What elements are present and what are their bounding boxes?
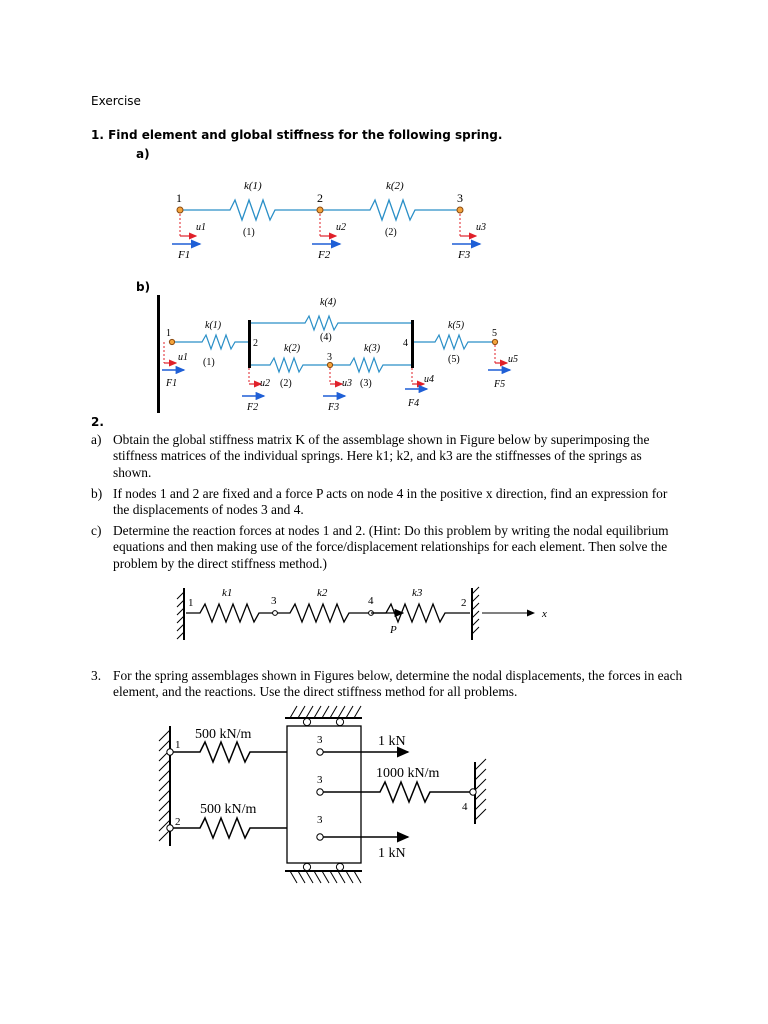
rigid-block <box>287 718 361 870</box>
spring-label-top: 500 kN/m <box>195 727 252 742</box>
spring-label-k3: k3 <box>412 587 423 599</box>
right-fixed-support <box>472 587 479 640</box>
node-3-top <box>317 749 323 755</box>
question-2c-text: Determine the reaction forces at nodes 1 and 2. (Hint: Do this problem by writing the nodal equilibrium equations and then making use of the force/displacement relationships for each element. Then solve the problem by the direct stiffness method.) <box>113 523 669 571</box>
question-3-label: 3. <box>91 668 102 683</box>
spring-k2 <box>276 604 370 622</box>
rigid-bar-right <box>411 320 414 368</box>
question-1-text: 1. Find element and global stiffness for the following spring. <box>91 128 503 142</box>
force-label-f4: F4 <box>408 398 420 409</box>
spring-element-2 <box>250 358 330 372</box>
node-4 <box>470 789 476 795</box>
spring-k1 <box>186 604 274 622</box>
figure-3-spring-assemblage <box>150 700 500 890</box>
spring-bottom-500 <box>170 818 287 838</box>
node-3 <box>327 362 332 367</box>
node-label-1: 1 <box>176 191 182 205</box>
rigid-bar-left <box>248 320 251 368</box>
spring-label-bottom: 500 kN/m <box>200 802 257 817</box>
question-2b-label: b) <box>91 486 103 501</box>
node-2 <box>167 825 173 831</box>
bottom-fixed-support <box>285 871 362 883</box>
spring-element-1 <box>172 335 250 349</box>
element-label-5: (5) <box>448 354 460 365</box>
node-label-3: 3 <box>327 352 332 363</box>
force-label-bottom: 1 kN <box>378 846 406 861</box>
node-1 <box>177 207 183 213</box>
spring-element-3 <box>330 358 412 372</box>
element-label-1: (1) <box>243 227 255 238</box>
spring-element-5 <box>412 335 495 349</box>
spring-label-k2: k2 <box>317 587 328 599</box>
force-label-f3: F3 <box>328 402 340 413</box>
node-1 <box>169 339 174 344</box>
force-label-f1: F1 <box>178 249 191 261</box>
axis-label-x: x <box>542 608 547 620</box>
node-3 <box>457 207 463 213</box>
node-label-1: 1 <box>175 739 181 751</box>
question-2a-label: a) <box>91 432 102 447</box>
fixed-wall <box>157 295 160 413</box>
spring-element-2 <box>320 200 460 220</box>
force-label-f1: F1 <box>166 378 178 389</box>
node-3-middle <box>317 789 323 795</box>
force-label-f3: F3 <box>458 249 471 261</box>
force-label-f5: F5 <box>494 379 506 390</box>
force-label-f2: F2 <box>247 402 259 413</box>
node-label-3-middle: 3 <box>317 774 323 786</box>
displacement-label-u1: u1 <box>178 352 188 363</box>
node-label-5: 5 <box>492 328 497 339</box>
spring-top-500 <box>170 742 287 762</box>
spring-label-k4: k(4) <box>320 297 337 308</box>
spring-right-1000 <box>320 782 473 802</box>
displacement-label-u1: u1 <box>196 222 206 233</box>
node-label-3-bottom: 3 <box>317 814 323 826</box>
spring-label-k2: k(2) <box>386 180 404 192</box>
left-fixed-support <box>177 588 184 640</box>
node-label-2: 2 <box>175 816 181 828</box>
element-label-2: (2) <box>280 378 292 389</box>
node-1 <box>167 749 173 755</box>
node-label-2: 2 <box>253 338 258 349</box>
node-2 <box>317 207 323 213</box>
top-fixed-support <box>285 706 362 718</box>
node-label-4: 4 <box>462 801 468 813</box>
node-label-1: 1 <box>166 328 171 339</box>
displacement-label-u4: u4 <box>424 374 434 385</box>
spring-label-k2: k(2) <box>284 343 301 354</box>
node-label-4: 4 <box>368 595 374 607</box>
displacement-label-u3: u3 <box>342 378 352 389</box>
node-label-2: 2 <box>461 597 467 609</box>
figure-1a-spring-system <box>160 170 500 270</box>
exercise-heading: Exercise <box>91 94 141 108</box>
element-label-2: (2) <box>385 227 397 238</box>
question-2c-label: c) <box>91 523 102 538</box>
figure-1b-spring-system <box>150 290 530 415</box>
question-2-number: 2. <box>91 415 104 429</box>
displacement-label-u5: u5 <box>508 354 518 365</box>
force-label-f2: F2 <box>318 249 331 261</box>
question-2a-text: Obtain the global stiffness matrix K of the assemblage shown in Figure below by superimposing the stiffness matrices of the individual springs. Here k1; k2, and k3 are the stiffnesses of the springs as shown. <box>113 432 650 480</box>
spring-label-right: 1000 kN/m <box>376 766 440 781</box>
element-label-1: (1) <box>203 357 215 368</box>
element-label-4: (4) <box>320 332 332 343</box>
node-label-3: 3 <box>457 191 463 205</box>
force-label-p: P <box>390 624 397 636</box>
force-label-top: 1 kN <box>378 734 406 749</box>
question-2b-text: If nodes 1 and 2 are fixed and a force P acts on node 4 in the positive x direction, find an expression for the displacements of nodes 3 and 4. <box>113 486 668 518</box>
displacement-label-u2: u2 <box>336 222 346 233</box>
spring-element-4 <box>250 316 412 330</box>
node-label-2: 2 <box>317 191 323 205</box>
spring-label-k3: k(3) <box>364 343 381 354</box>
node-5 <box>492 339 497 344</box>
node-3-bottom <box>317 834 323 840</box>
node-label-3: 3 <box>271 595 277 607</box>
node-label-3-top: 3 <box>317 734 323 746</box>
spring-label-k1: k(1) <box>205 320 222 331</box>
element-label-3: (3) <box>360 378 372 389</box>
node-label-4: 4 <box>403 338 408 349</box>
figure-2-spring-assemblage <box>170 582 560 648</box>
question-1a-label: a) <box>136 147 150 161</box>
question-3-text: For the spring assemblages shown in Figures below, determine the nodal displacements, the forces in each element, and the reactions. Use the direct stiffness method for all problems. <box>113 668 683 700</box>
spring-label-k5: k(5) <box>448 320 465 331</box>
spring-label-k1: k1 <box>222 587 233 599</box>
spring-element-1 <box>180 200 320 220</box>
node-label-1: 1 <box>188 597 194 609</box>
displacement-label-u3: u3 <box>476 222 486 233</box>
question-1b-label: b) <box>136 280 151 294</box>
node-3 <box>273 611 278 616</box>
displacement-label-u2: u2 <box>260 378 270 389</box>
spring-label-k1: k(1) <box>244 180 262 192</box>
